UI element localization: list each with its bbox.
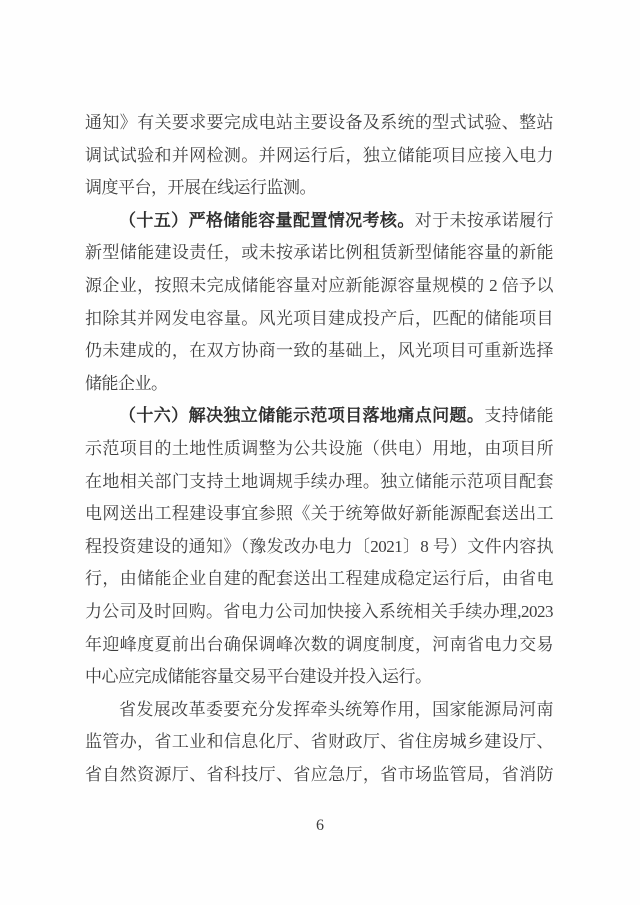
text-line xyxy=(85,498,553,531)
text-segment: 源企业，按照未完成储能容量对应新能源容量规模的 2 倍予以 xyxy=(85,275,553,295)
text-segment: 监管办，省工业和信息化厅、省财政厅、省住房城乡建设厅、 xyxy=(85,732,553,752)
text-line xyxy=(85,726,553,759)
document-body xyxy=(85,107,553,791)
text-line xyxy=(85,531,553,564)
text-line xyxy=(85,205,553,238)
clause-heading-segment: （十五）严格储能容量配置情况考核。 xyxy=(119,210,415,230)
clause-heading-segment: （十六）解决独立储能示范项目落地痛点问题。 xyxy=(119,406,485,426)
text-line xyxy=(85,172,553,205)
text-segment: 调度平台，开展在线运行监测。 xyxy=(85,178,316,198)
text-line xyxy=(85,596,553,629)
text-segment: 调试试验和并网检测。并网运行后，独立储能项目应接入电力 xyxy=(85,145,553,165)
text-segment: 省发展改革委要充分发挥牵头统筹作用，国家能源局河南 xyxy=(119,699,553,719)
text-segment: 电网送出工程建设事宜参照《关于统筹做好新能源配套送出工 xyxy=(85,504,553,524)
text-line xyxy=(85,466,553,499)
text-line xyxy=(85,140,553,173)
text-line xyxy=(85,694,553,727)
text-line xyxy=(85,303,553,336)
text-line xyxy=(85,368,553,401)
text-line xyxy=(85,400,553,433)
text-segment: 扣除其并网发电容量。风光项目建成投产后，匹配的储能项目 xyxy=(85,308,553,328)
text-segment: 行，由储能企业自建的配套送出工程建成稳定运行后，由省电 xyxy=(85,569,553,589)
text-segment: 省自然资源厅、省科技厅、省应急厅，省市场监管局，省消防 xyxy=(85,764,553,784)
text-segment: 中心应完成储能容量交易平台建设并投入运行。 xyxy=(85,667,432,687)
text-line xyxy=(85,107,553,140)
text-line xyxy=(85,433,553,466)
page-number: 6 xyxy=(316,817,324,834)
text-line xyxy=(85,335,553,368)
text-line xyxy=(85,270,553,303)
text-line xyxy=(85,661,553,694)
text-segment: 示范项目的土地性质调整为公共设施（供电）用地，由项目所 xyxy=(85,438,553,458)
text-line xyxy=(85,563,553,596)
text-segment: 支持储能 xyxy=(484,406,553,426)
text-segment: 通知》有关要求要完成电站主要设备及系统的型式试验、整站 xyxy=(85,113,553,132)
text-segment: 对于未按承诺履行 xyxy=(414,210,554,230)
text-segment: 新型储能建设责任，或未按承诺比例租赁新型储能容量的新能 xyxy=(85,243,553,263)
text-segment: 储能企业。 xyxy=(85,373,168,393)
text-segment: 在地相关部门支持土地调规手续办理。独立储能示范项目配套 xyxy=(85,471,553,491)
text-segment: 程投资建设的通知》（豫发改办电力〔2021〕8 号）文件内容执 xyxy=(85,536,553,556)
text-line xyxy=(85,759,553,792)
text-line xyxy=(85,629,553,662)
text-segment: 仍未建成的，在双方协商一致的基础上，风光项目可重新选择 xyxy=(85,341,553,361)
text-segment: 力公司及时回购。省电力公司加快接入系统相关手续办理,2023 xyxy=(85,601,553,621)
text-segment: 年迎峰度夏前出台确保调峰次数的调度制度，河南省电力交易 xyxy=(85,634,553,654)
text-line xyxy=(85,237,553,270)
